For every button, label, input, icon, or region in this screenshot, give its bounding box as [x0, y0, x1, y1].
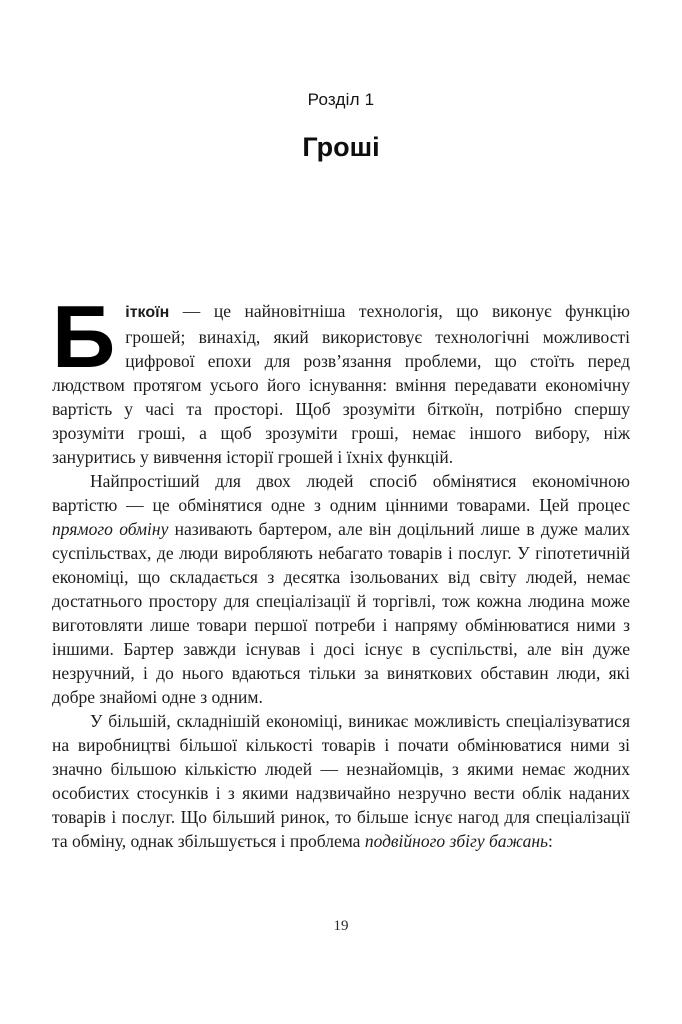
paragraph: [52, 709, 630, 853]
italic-phrase: подвійного збігу бажань: [364, 831, 548, 851]
body-text: [52, 287, 630, 853]
drop-cap: Б: [52, 287, 116, 386]
bold-lead-word: іткоїн: [125, 304, 170, 321]
text-run: — це найновітніша технологія, що виконує функцію грошей; винахід, який використовує технологічні можливості цифрової епохи для розв’язання проблеми, що стоїть перед людством протягом усього його існування: вміння передавати економічну вартість у часі та просторі. Щоб зрозуміти біткоїн, потрібно спершу зрозуміти гроші, а щоб зрозуміти гроші, немає іншого вибору, ніж зануритись у вивчення історії грошей і їхніх функцій.: [52, 301, 630, 467]
page-number: 19: [333, 918, 349, 934]
chapter-label: Розділ 1: [307, 90, 375, 109]
text-run: У більшій, складнішій економіці, виникає можливість спеціалізуватися на виробництві більшої кількості товарів і почати обмінюватися ними зі значно більшою кількістю людей — незнайомців, з якими немає жодних особистих стосунків і з якими надзвичайно незручно вести облік наданих товарів і послуг. Що більший ринок, то більше існує нагод для спеціалізації та обміну, однак збільшується і проблема: [52, 711, 630, 851]
text-run: :: [547, 831, 553, 851]
text-run: називають бартером, але він доцільний лише в дуже малих суспільствах, де люди виробляють небагато товарів і послуг. У гіпотетичній економіці, що складається з десятка ізольованих від світу людей, немає достатнього простору для спеціалізації й торгівлі, тож кожна людина може виготовляти лише товари першої потреби і напряму обмінюватися ними з іншими. Бартер завжди існував і досі існує в суспільстві, але він дуже незручний, і до нього вдаються тільки за виняткових обставин люди, які добре знайомі одне з одним.: [52, 519, 630, 707]
paragraph: [52, 287, 630, 469]
italic-phrase: прямого обміну: [52, 519, 169, 539]
paragraph: [52, 469, 630, 709]
chapter-title: Гроші: [302, 132, 380, 162]
text-run: Найпростіший для двох людей спосіб обмінятися економічною вартістю — це обмінятися одне з одним цінними товарами. Цей процес: [52, 471, 630, 515]
